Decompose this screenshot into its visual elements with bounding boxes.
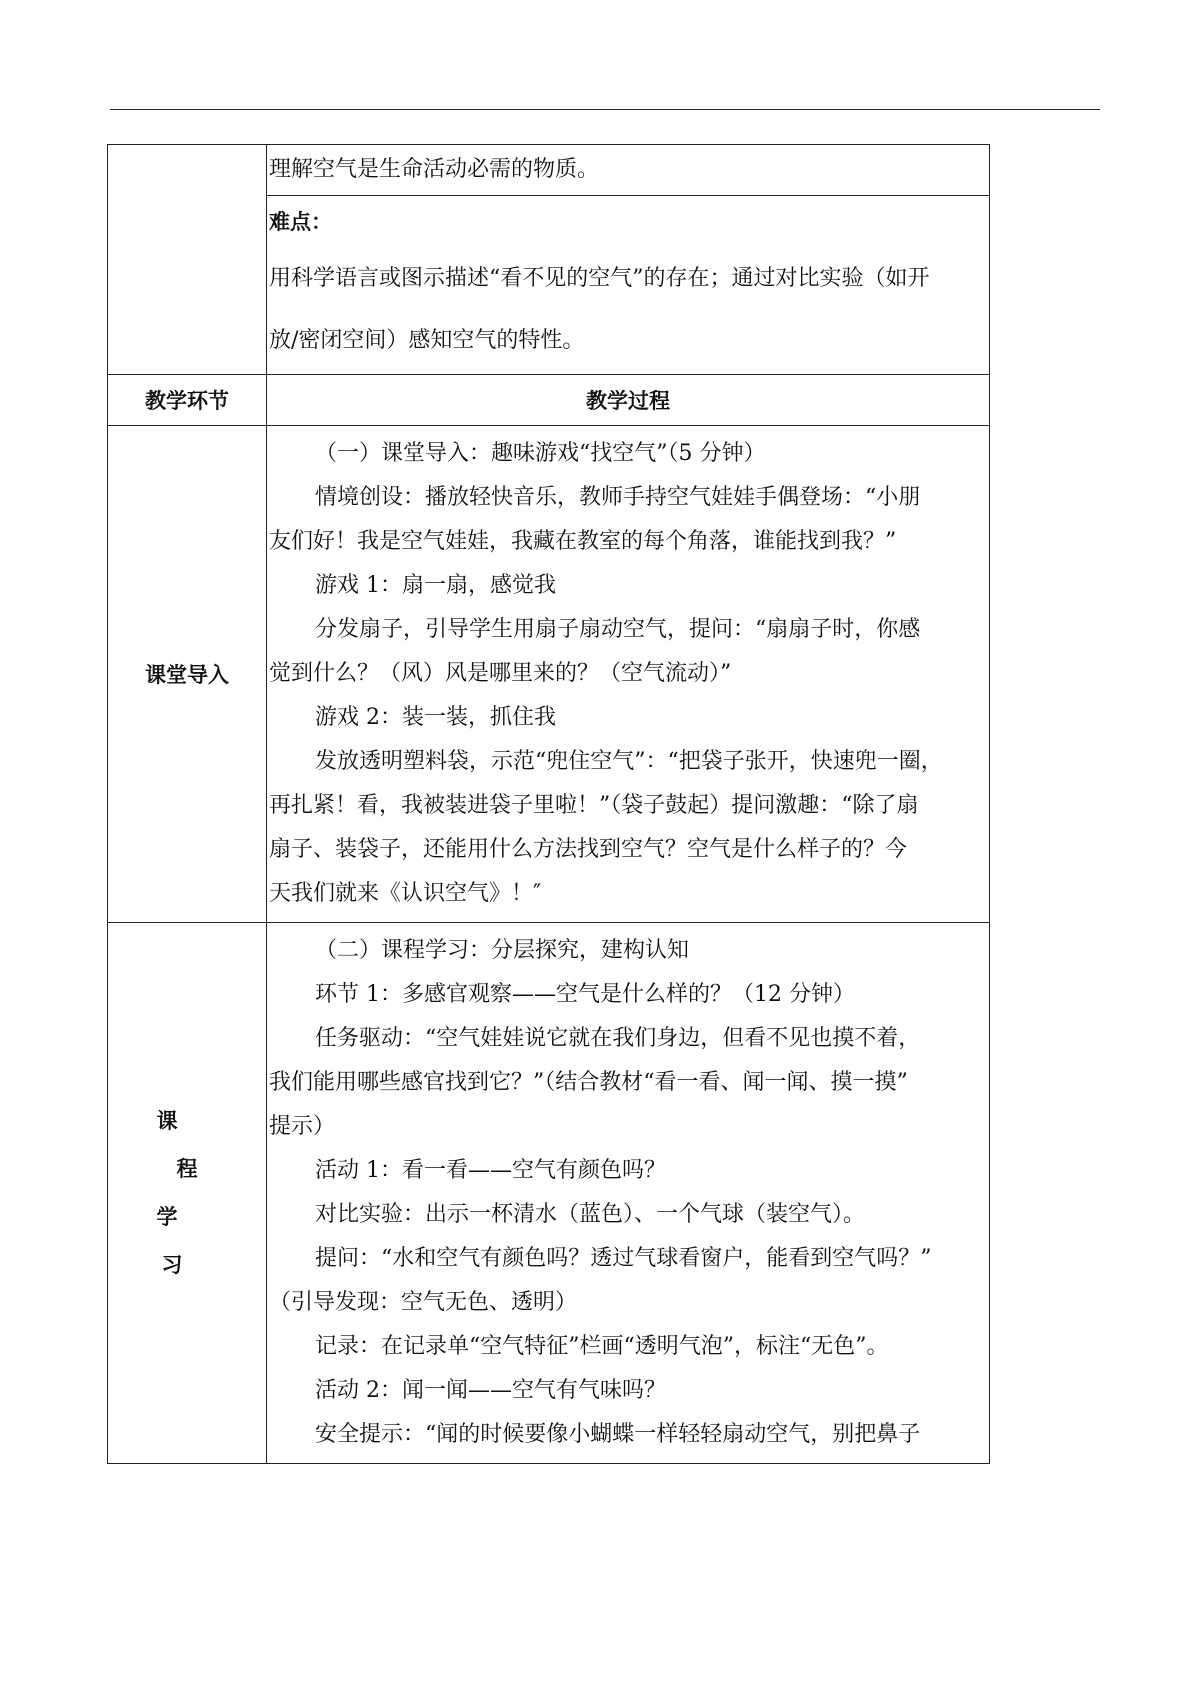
intro-line: 扇子、装袋子，还能用什么方法找到空气？空气是什么样子的？今 bbox=[269, 837, 908, 862]
learning-line: 环节 1：多感官观察——空气是什么样的？（12 分钟） bbox=[315, 982, 855, 1007]
learning-line: 活动 1：看一看——空气有颜色吗？ bbox=[315, 1158, 666, 1183]
difficulty-line: 放/密闭空间）感知空气的特性。 bbox=[269, 328, 585, 353]
learning-line: （引导发现：空气无色、透明） bbox=[269, 1290, 578, 1315]
learning-label-char: 学 bbox=[156, 1205, 178, 1229]
table-header-row bbox=[108, 375, 990, 426]
intro-line: 再扎紧！看，我被装进袋子里啦！”（袋子鼓起）提问激趣：“除了扇 bbox=[269, 793, 919, 818]
empty-cell bbox=[108, 145, 267, 375]
intro-line: 天我们就来《认识空气》！″ bbox=[269, 881, 542, 906]
key-point-cell bbox=[267, 145, 990, 196]
intro-row bbox=[108, 426, 990, 923]
learning-label-char: 程 bbox=[176, 1157, 198, 1181]
intro-line: 分发扇子，引导学生用扇子扇动空气，提问：“扇扇子时，你感 bbox=[315, 617, 921, 642]
learning-line: 我们能用哪些感官找到它？”（结合教材“看一看、闻一闻、摸一摸” bbox=[269, 1070, 908, 1095]
learning-line: 对比实验：出示一杯清水（蓝色）、一个气球（装空气）。 bbox=[315, 1202, 866, 1227]
intro-line: （一）课堂导入：趣味游戏“找空气”（5 分钟） bbox=[315, 441, 766, 466]
intro-line: 发放透明塑料袋，示范“兜住空气”：“把袋子张开，快速兜一圈， bbox=[315, 749, 943, 774]
learning-label-cell bbox=[108, 923, 267, 1464]
header-rule bbox=[110, 109, 1100, 110]
learning-line: 提问：“水和空气有颜色吗？透过气球看窗户，能看到空气吗？” bbox=[315, 1246, 932, 1271]
learning-line: 任务驱动：“空气娃娃说它就在我们身边，但看不见也摸不着， bbox=[315, 1026, 921, 1051]
learning-label-char: 习 bbox=[161, 1253, 183, 1277]
intro-line: 游戏 1：扇一扇，感觉我 bbox=[315, 573, 556, 598]
header-stage: 教学环节 bbox=[145, 389, 229, 413]
intro-line: 游戏 2：装一装，抓住我 bbox=[315, 705, 556, 730]
learning-label bbox=[108, 1097, 266, 1289]
intro-label: 课堂导入 bbox=[145, 663, 229, 687]
learning-line: 记录：在记录单“空气特征”栏画“透明气泡”，标注“无色”。 bbox=[315, 1334, 889, 1359]
difficulty-heading: 难点： bbox=[269, 210, 332, 234]
learning-label-char: 课 bbox=[156, 1109, 178, 1133]
learning-line: （二）课程学习：分层探究，建构认知 bbox=[315, 938, 690, 963]
intro-line: 情境创设：播放轻快音乐，教师手持空气娃娃手偶登场：“小朋 bbox=[315, 485, 921, 510]
learning-content-cell bbox=[267, 923, 990, 1464]
header-process: 教学过程 bbox=[586, 389, 670, 413]
intro-line: 友们好！我是空气娃娃，我藏在教室的每个角落，谁能找到我？” bbox=[269, 529, 897, 554]
learning-line: 活动 2：闻一闻——空气有气味吗？ bbox=[315, 1378, 666, 1403]
key-point-row bbox=[108, 145, 990, 196]
difficulty-line: 用科学语言或图示描述“看不见的空气”的存在；通过对比实验（如开 bbox=[269, 266, 930, 291]
header-process-cell bbox=[267, 375, 990, 426]
lesson-plan-table bbox=[107, 144, 990, 1464]
header-stage-cell bbox=[108, 375, 267, 426]
learning-row bbox=[108, 923, 990, 1464]
key-point-text: 理解空气是生命活动必需的物质。 bbox=[269, 157, 600, 182]
intro-line: 觉到什么？（风）风是哪里来的？（空气流动）” bbox=[269, 661, 732, 686]
intro-content-cell bbox=[267, 426, 990, 923]
intro-label-cell bbox=[108, 426, 267, 923]
difficulty-cell bbox=[267, 196, 990, 375]
learning-line: 安全提示：“闻的时候要像小蝴蝶一样轻轻扇动空气，别把鼻子 bbox=[315, 1422, 921, 1447]
learning-line: 提示） bbox=[269, 1114, 336, 1139]
